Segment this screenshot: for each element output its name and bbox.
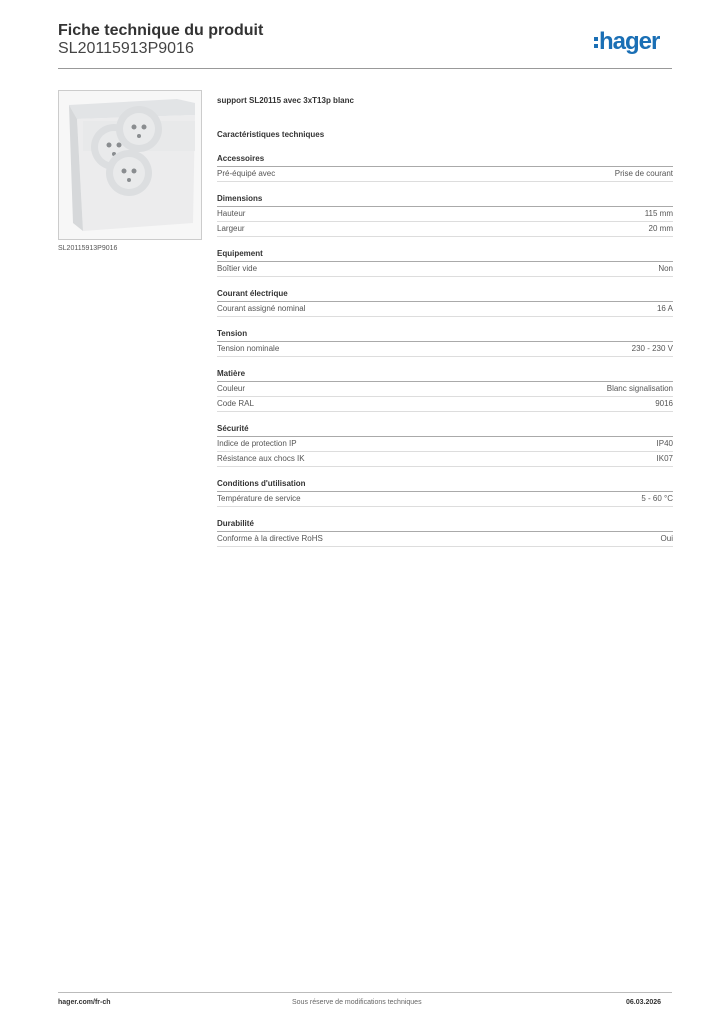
spec-row	[217, 222, 673, 237]
spec-row	[217, 302, 673, 317]
spec-label: Conforme à la directive RoHS	[217, 534, 323, 543]
spec-value: Oui	[660, 534, 673, 543]
section-title: Conditions d'utilisation	[217, 479, 673, 492]
spec-label: Pré-équipé avec	[217, 169, 276, 178]
spec-value: 230 - 230 V	[631, 344, 673, 353]
header-divider	[58, 68, 672, 69]
section-title: Accessoires	[217, 154, 673, 167]
section-title: Matière	[217, 369, 673, 382]
footer-divider	[58, 992, 672, 993]
brand-name: hager	[599, 28, 660, 55]
spec-row	[217, 437, 673, 452]
product-reference: SL20115913P9016	[58, 40, 194, 57]
spec-row	[217, 262, 673, 277]
section-title: Dimensions	[217, 194, 673, 207]
section-title: Sécurité	[217, 424, 673, 437]
spec-value: Non	[658, 264, 673, 273]
spec-section	[217, 154, 673, 182]
spec-value: IK07	[656, 454, 673, 463]
product-image	[58, 90, 202, 240]
spec-row	[217, 382, 673, 397]
spec-label: Couleur	[217, 384, 246, 393]
section-title: Equipement	[217, 249, 673, 262]
spec-label: Hauteur	[217, 209, 246, 218]
section-title: Courant électrique	[217, 289, 673, 302]
spec-value: 9016	[655, 399, 673, 408]
spec-row	[217, 207, 673, 222]
logo-dots-icon	[594, 34, 598, 51]
spec-section	[217, 479, 673, 507]
spec-label: Tension nominale	[217, 344, 280, 353]
section-title: Tension	[217, 329, 673, 342]
spec-value: 5 - 60 °C	[641, 494, 673, 503]
spec-row	[217, 397, 673, 412]
spec-label: Boîtier vide	[217, 264, 258, 273]
section-title: Durabilité	[217, 519, 673, 532]
spec-row	[217, 492, 673, 507]
spec-label: Résistance aux chocs IK	[217, 454, 305, 463]
spec-content	[217, 96, 673, 559]
spec-label: Largeur	[217, 224, 245, 233]
spec-section	[217, 289, 673, 317]
footer-date: 06.03.2026	[626, 999, 662, 1006]
spec-value: Blanc signalisation	[606, 384, 673, 393]
spec-label: Code RAL	[217, 399, 254, 408]
spec-label: Température de service	[217, 494, 301, 503]
spec-section	[217, 519, 673, 547]
spec-label: Indice de protection IP	[217, 439, 297, 448]
spec-value: IP40	[656, 439, 673, 448]
product-name: support SL20115 avec 3xT13p blanc	[217, 96, 354, 105]
spec-sections	[217, 154, 673, 547]
spec-section	[217, 369, 673, 412]
spec-section	[217, 329, 673, 357]
spec-row	[217, 532, 673, 547]
spec-value: 20 mm	[648, 224, 673, 233]
image-caption: SL20115913P9016	[58, 245, 118, 252]
spec-section	[217, 424, 673, 467]
spec-section	[217, 194, 673, 237]
spec-value: 115 mm	[644, 209, 673, 218]
spec-value: Prise de courant	[614, 169, 673, 178]
brand-logo	[594, 28, 659, 56]
spec-section	[217, 249, 673, 277]
socket-box-image	[59, 91, 201, 239]
spec-row	[217, 167, 673, 182]
page-title: Fiche technique du produit	[58, 22, 264, 39]
spec-value: 16 A	[656, 304, 673, 313]
footer-disclaimer: Sous réserve de modifications techniques	[292, 999, 422, 1006]
characteristics-heading: Caractéristiques techniques	[217, 130, 325, 139]
spec-row	[217, 342, 673, 357]
spec-label: Courant assigné nominal	[217, 304, 306, 313]
footer-website[interactable]: hager.com/fr-ch	[58, 999, 111, 1006]
spec-row	[217, 452, 673, 467]
